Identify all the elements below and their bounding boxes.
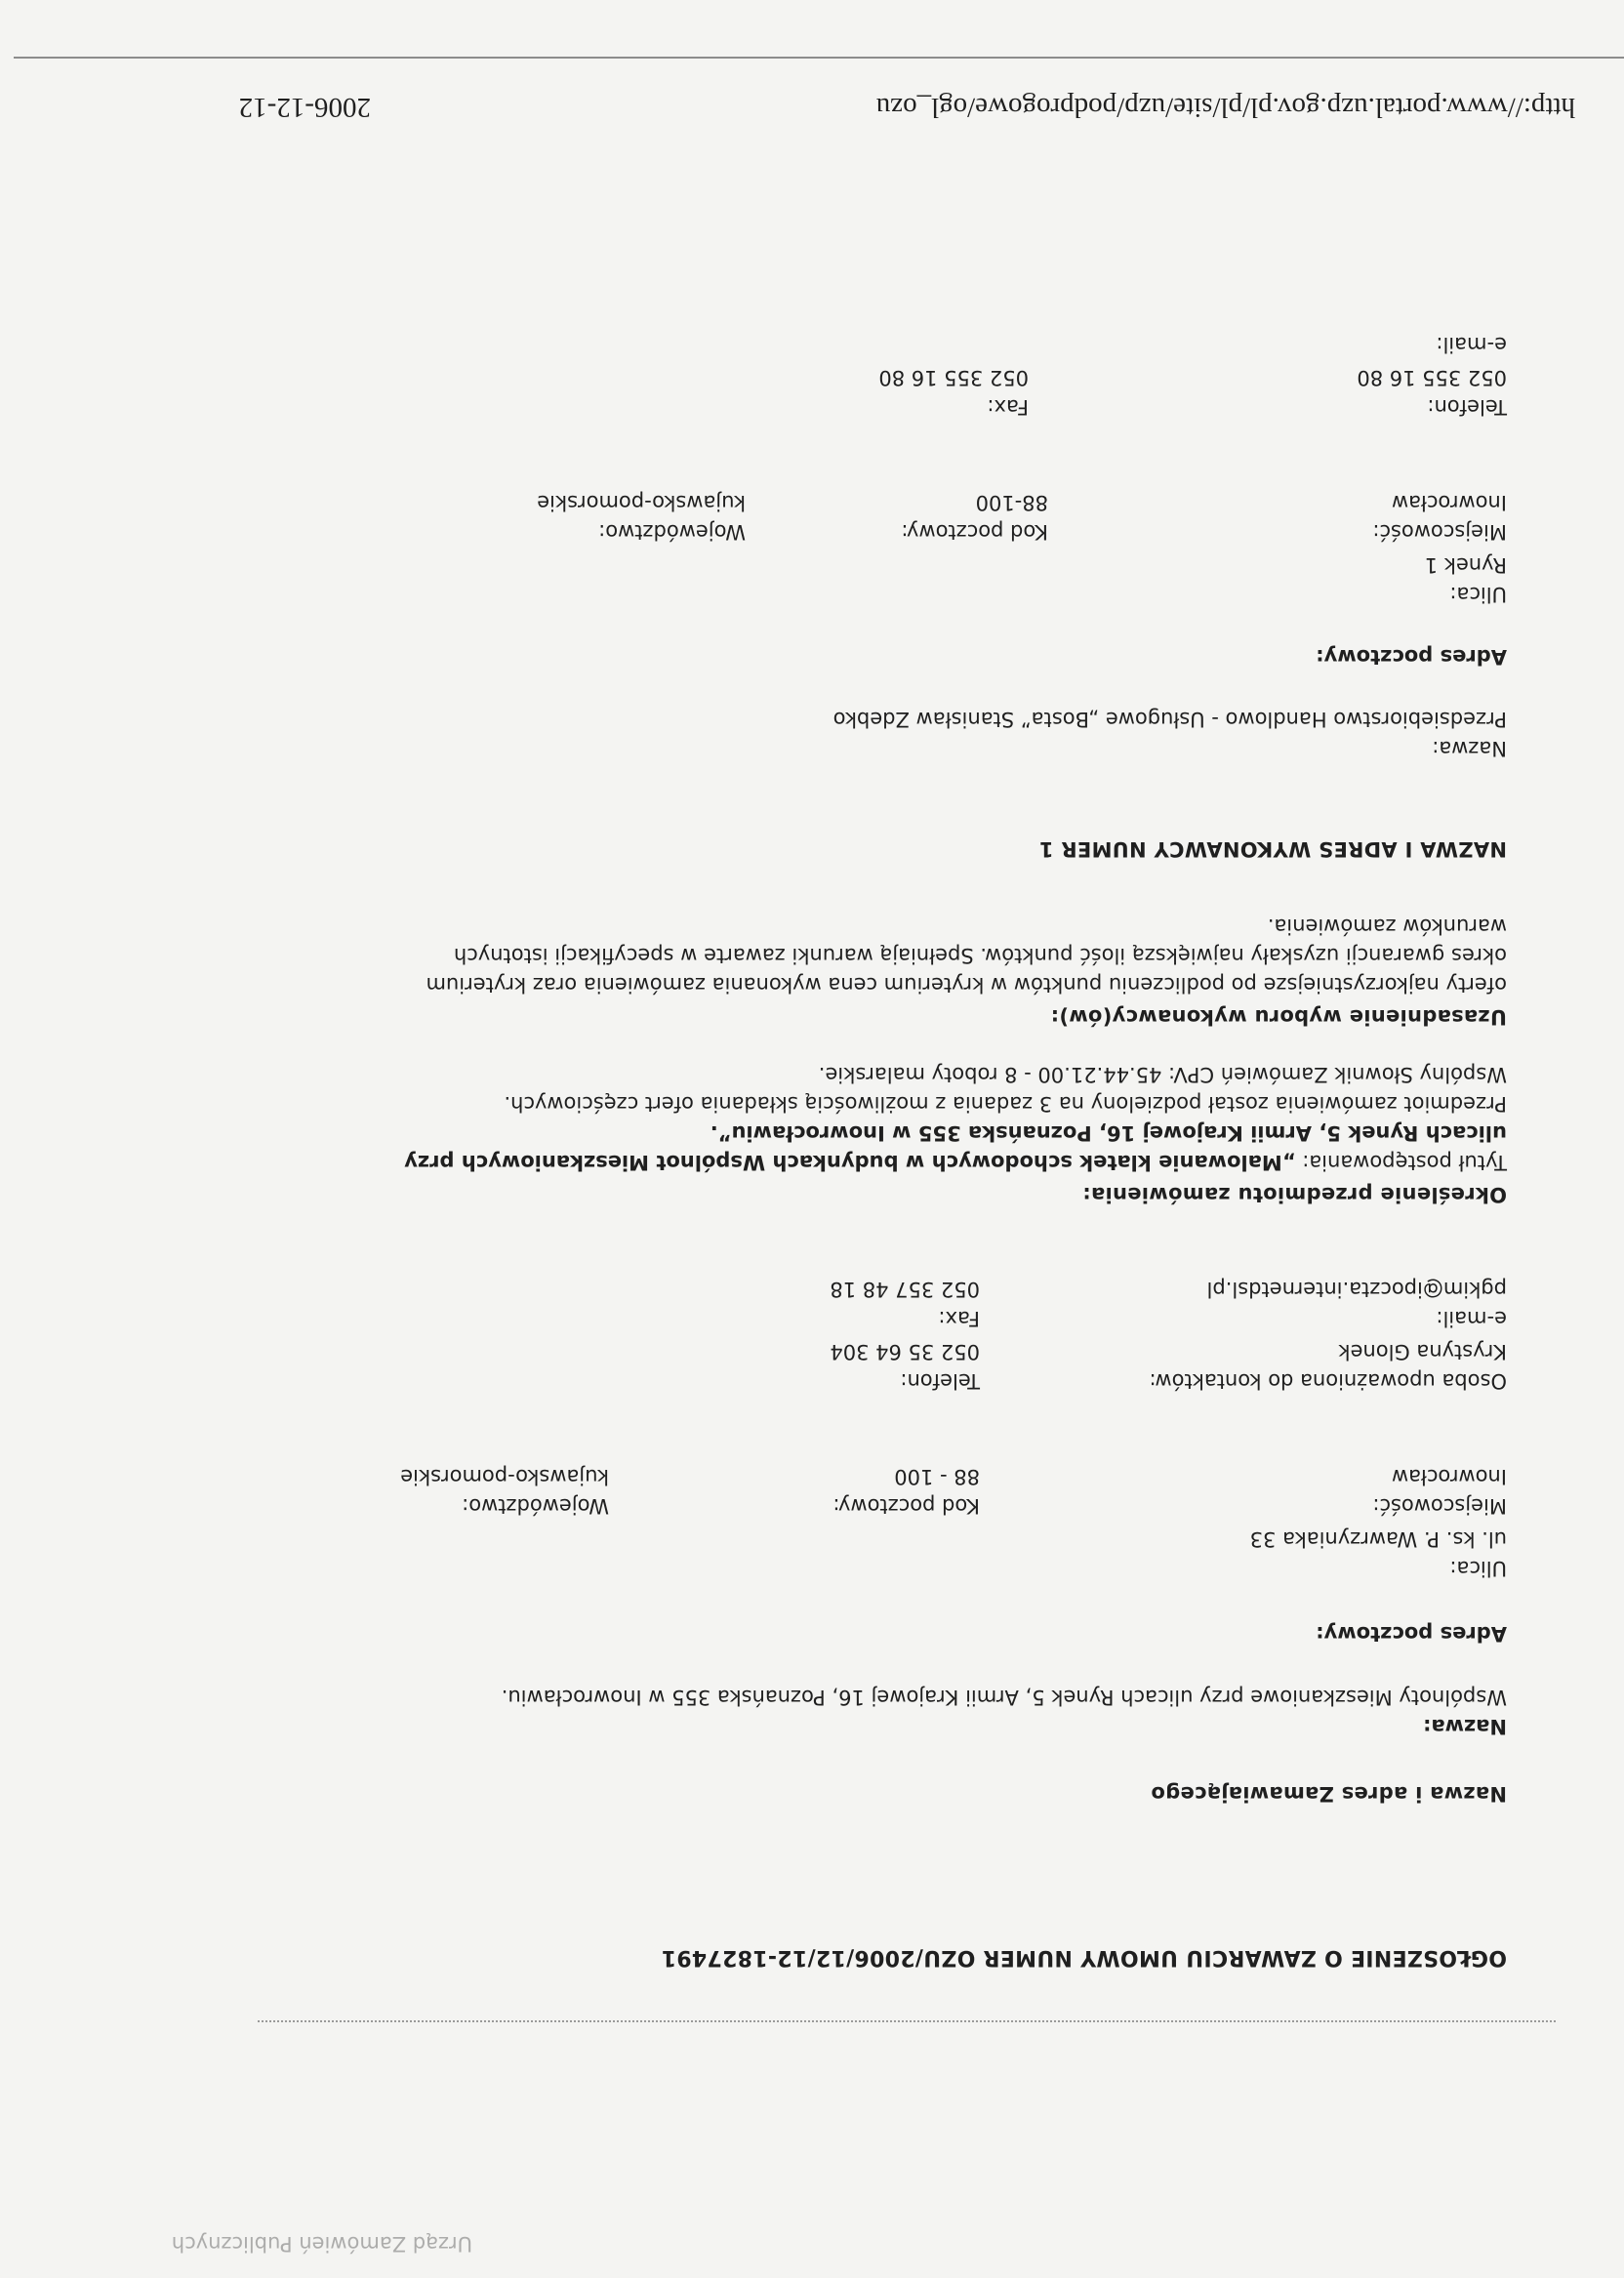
- authority-contact-label: Osoba upoważniona do kontaktów:: [1149, 1369, 1507, 1393]
- subject-title-text: „Malowanie klatek schodowych w budynkach Wspólnot Mieszkaniowych przy: [404, 1151, 1296, 1174]
- contractor-address-heading: Adres pocztowy:: [1316, 645, 1507, 669]
- authority-address-heading: Adres pocztowy:: [1316, 1622, 1507, 1646]
- subject-division-note: Przedmiot zamówienia został podzielony na 3 zadania z możliwością składania ofert częściowych.: [504, 1092, 1507, 1116]
- contractor-name-value: Przedsiebiorstwo Handlowo - Usługowe „Bosta” Stanisław Zdebko: [832, 708, 1507, 731]
- authority-fax-label: Fax:: [938, 1307, 980, 1330]
- subject-title-prefix: Tytuł postępowania:: [1302, 1151, 1507, 1174]
- contractor-city-value: Inowrocław: [1391, 491, 1507, 514]
- footer-date: 2006-12-12: [238, 92, 371, 123]
- justification-line-1: oferty najkorzystniejsze po podliczeniu punktów w kryterium cena wykonania zamówienia oraz kryterium: [426, 973, 1507, 997]
- authority-postal-label: Kod pocztowy:: [832, 1494, 980, 1518]
- bottom-edge-line: [14, 57, 1624, 59]
- authority-contact-value: Krystyna Glonek: [1338, 1340, 1507, 1363]
- top-divider: [258, 2020, 1556, 2022]
- authority-postal-value: 88 - 100: [894, 1465, 980, 1488]
- contractor-voivodeship-value: kujawsko-pomorskie: [537, 491, 746, 514]
- contractor-street-label: Ulica:: [1449, 583, 1507, 606]
- authority-street-label: Ulica:: [1449, 1557, 1507, 1580]
- subject-title-line-1: [404, 1148, 1507, 1177]
- contractor-fax-value: 052 355 16 80: [878, 366, 1029, 389]
- subject-title-line-2: ulicach Rynek 5, Armii Krajowej 16, Poznańska 355 w Inowrocławiu”.: [710, 1121, 1507, 1145]
- contractor-heading: NAZWA I ADRES WYKONAWCY NUMER 1: [1038, 837, 1507, 861]
- page-header-fragment: Urząd Zamówień Publicznych: [171, 2232, 472, 2256]
- contractor-postal-value: 88-100: [975, 491, 1048, 514]
- subject-cpv-code: Wspólny Słownik Zamówień CPV: 45.44.21.00 - 8 roboty malarskie.: [818, 1063, 1507, 1086]
- authority-phone-value: 052 35 64 304: [830, 1340, 980, 1363]
- authority-city-value: Inowrocław: [1391, 1465, 1507, 1488]
- contractor-email-label: e-mail:: [1436, 333, 1507, 356]
- authority-phone-label: Telefon:: [900, 1369, 980, 1393]
- authority-voivodeship-label: Województwo:: [462, 1494, 609, 1518]
- subject-heading: Określenie przedmiotu zamówienia:: [1082, 1183, 1507, 1206]
- authority-fax-value: 052 357 48 18: [830, 1278, 980, 1301]
- contractor-postal-label: Kod pocztowy:: [901, 520, 1048, 544]
- authority-street-value: ul. ks. P. Wawrzyniaka 33: [1249, 1527, 1507, 1551]
- authority-email-label: e-mail:: [1436, 1307, 1507, 1330]
- contractor-fax-label: Fax:: [987, 395, 1029, 419]
- footer-url: http://www.portal.uzp.gov.pl/pl/site/uzp/podprogowe/ogl_ozu: [875, 92, 1575, 123]
- notice-title: OGŁOSZENIE O ZAWARCIU UMOWY NUMER OZU/2006/12/12-1827491: [661, 1945, 1507, 1970]
- authority-name-value: Wspólnoty Mieszkaniowe przy ulicach Rynek 5, Armii Krajowej 16, Poznańska 355 w Inowrocławiu.: [501, 1686, 1507, 1709]
- authority-voivodeship-value: kujawsko-pomorskie: [400, 1465, 609, 1488]
- authority-name-label: Nazwa:: [1423, 1715, 1507, 1738]
- contractor-phone-value: 052 355 16 80: [1357, 366, 1507, 389]
- justification-line-3: warunków zamówienia.: [1267, 915, 1507, 938]
- contractor-street-value: Rynek 1: [1424, 553, 1507, 577]
- authority-email-value: pgkim@ipoczta.internetdsl.pl: [1206, 1278, 1507, 1301]
- contractor-name-label: Nazwa:: [1432, 737, 1507, 760]
- contractor-city-label: Miejscowość:: [1372, 520, 1507, 544]
- justification-heading: Uzasadnienie wyboru wykonawcy(ów):: [1050, 1005, 1507, 1029]
- justification-line-2: okres gwarancji uzyskały największą ilość punktów. Spełniają warunki zawarte w specyfikacji istotnych: [453, 944, 1507, 967]
- authority-city-label: Miejscowość:: [1372, 1494, 1507, 1518]
- contracting-authority-heading: Nazwa i adres Zamawiającego: [1151, 1782, 1507, 1806]
- contractor-voivodeship-label: Województwo:: [598, 520, 746, 544]
- contractor-phone-label: Telefon:: [1427, 395, 1507, 419]
